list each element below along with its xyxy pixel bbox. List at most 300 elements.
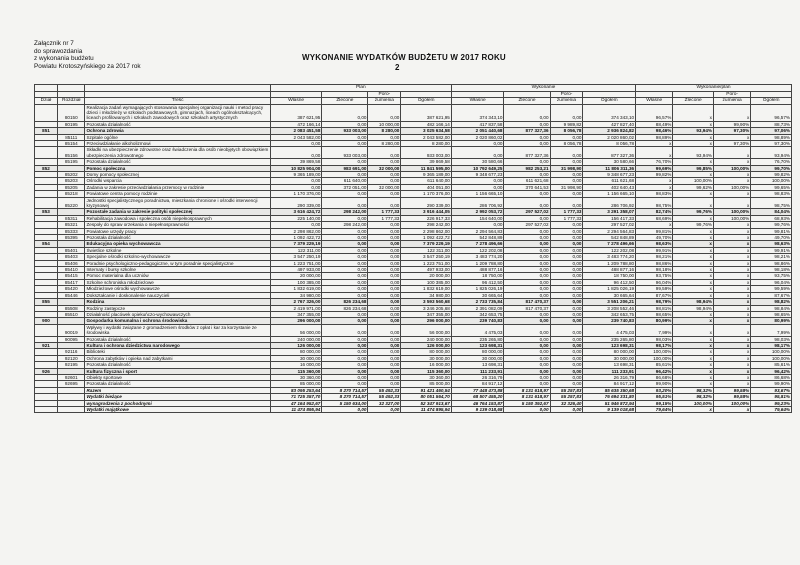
cell-plan-wlasne: 30 000,00 [270, 355, 322, 361]
cell-plan-ogolem: 7 379 229,19 [401, 241, 452, 247]
cell-wyk-zlecone: 0,00 [504, 407, 550, 413]
cell-wp-zlecone: x [673, 228, 714, 234]
cell-wyk-zlecone: 982 253,21 [504, 165, 550, 171]
attachment-line-2: do sprawozdania [34, 47, 83, 55]
cell-plan-porozumienia: 55 492,33 [368, 394, 401, 400]
cell-plan-porozumienia: 1 777,33 [368, 209, 401, 215]
cell-wyk-zlecone: 0,00 [504, 267, 550, 273]
cell-tresc: Ochrona zdrowia [85, 128, 270, 134]
cell-wp-zlecone: x [673, 286, 714, 292]
cell-plan-wlasne: 1 832 619,00 [270, 286, 322, 292]
cell-wp-zlecone: x [673, 171, 714, 177]
header-wykonanie-plan: Wykonanie/plan [636, 85, 792, 92]
cell-plan-porozumienia: 0,00 [368, 228, 401, 234]
cell-wyk-ogolem: 3 551 206,21 [583, 299, 636, 305]
cell-wp-zlecone: x [673, 254, 714, 260]
cell-plan-porozumienia: 0,00 [368, 279, 401, 285]
table-header [35, 85, 792, 105]
cell-wyk-wlasne: 9 348 677,23 [451, 171, 504, 177]
cell-plan-ogolem: 11 841 595,00 [401, 165, 452, 171]
cell-plan-wlasne: 115 360,00 [270, 368, 322, 374]
cell-rozdzial: 85218 [58, 191, 85, 197]
expenditure-table-wrapper [34, 84, 792, 413]
cell-wp-ogolem: 98,18% [751, 267, 792, 273]
cell-tresc: Kultura fizyczna i sport [85, 368, 270, 374]
cell-wyk-porozumienia: 55 257,83 [550, 387, 583, 393]
cell-tresc: Poradnie psychologiczno-pedagogiczne, w tym poradnie specjalistyczne [85, 260, 270, 266]
cell-dzial: 851 [35, 128, 58, 134]
cell-wyk-wlasne: 84 917,12 [451, 381, 504, 387]
cell-plan-ogolem: 20 000,00 [401, 273, 452, 279]
cell-wp-ogolem: 99,91% [751, 247, 792, 253]
cell-wyk-wlasne: 10 792 649,25 [451, 165, 504, 171]
cell-wp-ogolem: 98,63% [751, 241, 792, 247]
cell-wp-porozumienia: x [713, 222, 750, 228]
cell-tresc: Rodzina [85, 299, 270, 305]
cell-rozdzial: 90095 [58, 336, 85, 342]
cell-wp-porozumienia: x [713, 349, 750, 355]
page-number: 2 [395, 63, 400, 72]
cell-plan-wlasne: 225 140,00 [270, 215, 322, 221]
cell-plan-zlecone: 0,00 [322, 362, 368, 368]
cell-wp-zlecone: x [673, 191, 714, 197]
cell-wp-zlecone: x [673, 279, 714, 285]
cell-wyk-porozumienia: 0,00 [550, 362, 583, 368]
cell-wyk-wlasne: 30 580,66 [451, 159, 504, 165]
cell-plan-zlecone: 0,00 [322, 159, 368, 165]
cell-wyk-ogolem: 2 020 860,02 [583, 134, 636, 140]
cell-wyk-ogolem: 488 877,16 [583, 267, 636, 273]
cell-plan-zlecone: 0,00 [322, 254, 368, 260]
cell-wyk-ogolem: 2 294 564,83 [583, 228, 636, 234]
header-wyk-porozumienia: zumienia [550, 98, 583, 105]
cell-rozdzial: 85220 [58, 197, 85, 209]
cell-wp-porozumienia: 100,00% [713, 209, 750, 215]
cell-plan-ogolem: 1 170 376,00 [401, 191, 452, 197]
cell-plan-zlecone: 0,00 [322, 104, 368, 121]
cell-wyk-ogolem: 96 412,50 [583, 279, 636, 285]
table-row [35, 104, 792, 121]
cell-wp-ogolem: 49,70% [751, 235, 792, 241]
cell-dzial [35, 147, 58, 159]
cell-plan-wlasne: 2 767 326,00 [270, 299, 322, 305]
cell-plan-ogolem: 100 385,00 [401, 279, 452, 285]
cell-dzial: 855 [35, 299, 58, 305]
cell-wyk-wlasne: 342 653,75 [451, 311, 504, 317]
cell-plan-porozumienia: 0,00 [368, 286, 401, 292]
cell-wp-zlecone: x [673, 267, 714, 273]
cell-plan-zlecone: 0,00 [322, 247, 368, 253]
cell-wp-ogolem: 68,93% [751, 215, 792, 221]
cell-tresc: Realizacja zadań wymagających stosowania specjalnej organizacji nauki i metod pracy dzieci i młodzieży w szkołach podstawowych, gimnazjach, liceach ogólnokształcących, liceach profilowanych i szkołach zawodowych oraz szkołach artystycznych [85, 104, 270, 121]
cell-plan-wlasne: 296 000,00 [270, 318, 322, 324]
cell-wp-porozumienia: x [713, 260, 750, 266]
cell-rozdzial: 85420 [58, 286, 85, 292]
cell-wyk-ogolem: 235 265,80 [583, 336, 636, 342]
cell-plan-porozumienia: 0,00 [368, 381, 401, 387]
cell-wyk-zlecone: 0,00 [504, 381, 550, 387]
cell-wyk-wlasne: 154 640,00 [451, 215, 504, 221]
cell-wp-ogolem: 93,75% [751, 273, 792, 279]
cell-wyk-wlasne: 417 837,58 [451, 121, 504, 127]
cell-tresc: Pomoc społeczna [85, 165, 270, 171]
cell-wp-ogolem: 99,76% [751, 222, 792, 228]
cell-wp-wlasne: 98,63% [636, 241, 673, 247]
cell-wyk-porozumienia: 8 056,78 [550, 140, 583, 146]
cell-wyk-zlecone: 0,00 [504, 104, 550, 121]
cell-wp-porozumienia: x [713, 305, 750, 311]
cell-wp-ogolem: 99,65% [751, 184, 792, 190]
cell-plan-zlecone: 0,00 [322, 140, 368, 146]
cell-tresc: Świetlice szkolne [85, 247, 270, 253]
cell-wp-wlasne: 99,91% [636, 247, 673, 253]
cell-wp-porozumienia: 100,00% [713, 165, 750, 171]
cell-dzial: 926 [35, 368, 58, 374]
cell-wyk-ogolem: 4 475,03 [583, 324, 636, 336]
cell-wp-ogolem: 99,59% [751, 286, 792, 292]
cell-plan-wlasne: 34 980,00 [270, 292, 322, 298]
cell-plan-zlecone: 0,00 [322, 279, 368, 285]
cell-rozdzial: 85156 [58, 147, 85, 159]
cell-tresc: Obiekty sportowe [85, 374, 270, 380]
cell-plan-ogolem: 91 421 460,54 [401, 387, 452, 393]
cell-wyk-zlecone: 0,00 [504, 324, 550, 336]
cell-wp-zlecone: 99,85% [673, 165, 714, 171]
cell-wp-porozumienia: 99,90% [713, 121, 750, 127]
cell-wyk-wlasne: 2 733 735,84 [451, 299, 504, 305]
cell-wp-wlasne: 99,69% [636, 165, 673, 171]
cell-wyk-porozumienia: 31 998,90 [550, 184, 583, 190]
expenditure-table [34, 84, 792, 413]
cell-wp-zlecone: 98,94% [673, 305, 714, 311]
cell-plan-ogolem: 290 339,00 [401, 197, 452, 209]
cell-tresc: Pozostała działalność [85, 362, 270, 368]
cell-wp-ogolem: 87,67% [751, 292, 792, 298]
cell-wp-porozumienia: x [713, 134, 750, 140]
cell-wp-zlecone: x [673, 342, 714, 348]
cell-wyk-zlecone: 0,00 [504, 318, 550, 324]
cell-wyk-wlasne: 2 391 082,09 [451, 305, 504, 311]
cell-wyk-zlecone: 0,00 [504, 286, 550, 292]
cell-rozdzial: 85311 [58, 215, 85, 221]
cell-rozdzial: 85203 [58, 178, 85, 184]
cell-wp-zlecone: x [673, 235, 714, 241]
cell-tresc: Powiatowe urzędy pracy [85, 228, 270, 234]
cell-plan-zlecone: 0,00 [322, 368, 368, 374]
cell-tresc: Jednostki specjalistycznego poradnictwa, mieszkania chronione i ośrodki interwencji kryzysowej [85, 197, 270, 209]
cell-wp-wlasne: 99,81% [636, 228, 673, 234]
cell-wyk-porozumienia: 1 777,33 [550, 209, 583, 215]
cell-wyk-porozumienia: 0,00 [550, 241, 583, 247]
cell-plan-ogolem: 1 092 422,72 [401, 235, 452, 241]
cell-wp-zlecone: 99,76% [673, 222, 714, 228]
cell-wyk-porozumienia: 0,00 [550, 273, 583, 279]
cell-rozdzial: 85417 [58, 279, 85, 285]
cell-tresc: Gospodarka komunalna i ochrona środowiska [85, 318, 270, 324]
cell-wyk-ogolem: 286 706,92 [583, 197, 636, 209]
cell-plan-wlasne: 472 166,14 [270, 121, 322, 127]
cell-plan-zlecone: 983 691,00 [322, 165, 368, 171]
cell-wp-zlecone: x [673, 273, 714, 279]
cell-plan-porozumienia: 0,00 [368, 355, 401, 361]
table-row [35, 147, 792, 159]
cell-wyk-ogolem: 76 694 331,80 [583, 394, 636, 400]
cell-plan-ogolem: 347 355,00 [401, 311, 452, 317]
cell-wp-wlasne: 7,99% [636, 324, 673, 336]
cell-plan-wlasne: 0,00 [270, 178, 322, 184]
cell-plan-porozumienia: 0,00 [368, 159, 401, 165]
cell-plan-ogolem: 80 000,00 [401, 349, 452, 355]
cell-wyk-zlecone: 0,00 [504, 241, 550, 247]
cell-wyk-zlecone: 0,00 [504, 311, 550, 317]
cell-wyk-ogolem: 3 291 358,07 [583, 209, 636, 215]
cell-plan-ogolem: 52 347 913,67 [401, 400, 452, 406]
cell-plan-porozumienia: 32 000,00 [368, 165, 401, 171]
cell-wyk-porozumienia: 0,00 [550, 178, 583, 184]
cell-wp-wlasne: 98,81% [636, 305, 673, 311]
cell-wp-wlasne: x [636, 140, 673, 146]
cell-wyk-porozumienia: 8 056,78 [550, 128, 583, 134]
cell-wyk-porozumienia: 0,00 [550, 197, 583, 209]
cell-wp-porozumienia: x [713, 279, 750, 285]
cell-wp-zlecone: x [673, 311, 714, 317]
cell-plan-ogolem: 1 223 751,00 [401, 260, 452, 266]
cell-wp-wlasne: 88,49% [636, 121, 673, 127]
cell-wp-zlecone: x [673, 336, 714, 342]
cell-wyk-wlasne: 77 448 473,88 [451, 387, 504, 393]
cell-tresc: Przeciwdziałanie alkoholizmowi [85, 140, 270, 146]
cell-wyk-porozumienia: 0,00 [550, 299, 583, 305]
cell-plan-zlecone: 0,00 [322, 342, 368, 348]
cell-wyk-zlecone: 8 131 618,97 [504, 394, 550, 400]
cell-wp-porozumienia: x [713, 381, 750, 387]
cell-wyk-wlasne: 542 848,89 [451, 235, 504, 241]
cell-plan-porozumienia: 0,00 [368, 305, 401, 311]
cell-wp-wlasne: 76,70% [636, 159, 673, 165]
cell-wp-porozumienia: x [713, 299, 750, 305]
cell-wyk-zlecone: 370 641,53 [504, 184, 550, 190]
cell-plan-wlasne: 20 000,00 [270, 273, 322, 279]
cell-wyk-zlecone: 0,00 [504, 260, 550, 266]
cell-rozdzial: 80150 [58, 104, 85, 121]
cell-plan-porozumienia: 0,00 [368, 104, 401, 121]
cell-plan-zlecone: 5 150 634,00 [322, 400, 368, 406]
cell-wp-porozumienia: x [713, 336, 750, 342]
attachment-line-3: z wykonania budżetu [34, 55, 94, 63]
cell-rozdzial: 85395 [58, 235, 85, 241]
cell-wp-porozumienia: x [713, 273, 750, 279]
cell-plan-ogolem: 8 280,00 [401, 140, 452, 146]
cell-plan-ogolem: 2 298 862,00 [401, 228, 452, 234]
cell-wyk-wlasne: 2 051 440,68 [451, 128, 504, 134]
cell-plan-zlecone: 0,00 [322, 171, 368, 177]
cell-tresc: Szpitale ogólne [85, 134, 270, 140]
cell-plan-zlecone: 372 051,00 [322, 184, 368, 190]
cell-plan-porozumienia: 0,00 [368, 407, 401, 413]
cell-wp-ogolem: 95,81% [751, 394, 792, 400]
cell-plan-zlecone: 0,00 [322, 407, 368, 413]
cell-wyk-ogolem: 402 640,43 [583, 184, 636, 190]
header-plan-porozumienia: zumienia [368, 98, 401, 105]
cell-plan-ogolem: 482 166,14 [401, 121, 452, 127]
cell-plan-wlasne: 10 825 904,00 [270, 165, 322, 171]
cell-wp-wlasne: 82,74% [636, 209, 673, 215]
cell-plan-porozumienia: 0,00 [368, 235, 401, 241]
cell-wp-porozumienia: x [713, 362, 750, 368]
cell-wyk-porozumienia: 0,00 [550, 286, 583, 292]
cell-wyk-porozumienia: 31 998,90 [550, 165, 583, 171]
cell-wp-porozumienia: x [713, 228, 750, 234]
cell-wyk-wlasne: 1 825 026,19 [451, 286, 504, 292]
cell-tresc: Młodzieżowe ośrodki wychowawcze [85, 286, 270, 292]
cell-wp-wlasne: 87,67% [636, 292, 673, 298]
cell-plan-ogolem: 3 916 444,05 [401, 209, 452, 215]
cell-wyk-zlecone: 0,00 [504, 254, 550, 260]
cell-plan-zlecone: 298 242,00 [322, 222, 368, 228]
cell-wp-zlecone: x [673, 355, 714, 361]
cell-wp-porozumienia: x [713, 241, 750, 247]
cell-plan-zlecone: 933 003,00 [322, 128, 368, 134]
cell-plan-wlasne: 30 360,00 [270, 374, 322, 380]
cell-plan-wlasne: 1 170 376,00 [270, 191, 322, 197]
cell-tresc: Pozostała działalność [85, 235, 270, 241]
cell-plan-zlecone: 0,00 [322, 374, 368, 380]
cell-wyk-zlecone: 0,00 [504, 171, 550, 177]
cell-wp-wlasne: 99,82% [636, 171, 673, 177]
cell-plan-porozumienia: 55 492,33 [368, 387, 401, 393]
cell-plan-wlasne: 1 223 751,00 [270, 260, 322, 266]
cell-wp-porozumienia: 100,00% [713, 400, 750, 406]
cell-rozdzial: 92695 [58, 381, 85, 387]
cell-wp-zlecone: x [673, 159, 714, 165]
cell-wyk-wlasne: 122 202,08 [451, 247, 504, 253]
cell-wp-wlasne: 98,75% [636, 197, 673, 209]
cell-tresc: Szkolne schroniska młodzieżowe [85, 279, 270, 285]
cell-plan-wlasne: 387 621,95 [270, 104, 322, 121]
cell-plan-wlasne: 56 000,00 [270, 324, 322, 336]
cell-wp-ogolem: 96,42% [751, 368, 792, 374]
cell-plan-zlecone: 298 242,00 [322, 209, 368, 215]
cell-wyk-wlasne: 0,00 [451, 147, 504, 159]
cell-tresc: Dokształcanie i doskonalenie nauczycieli [85, 292, 270, 298]
cell-wyk-porozumienia: 0,00 [550, 305, 583, 311]
cell-wp-zlecone: x [673, 292, 714, 298]
cell-wyk-porozumienia: 0,00 [550, 104, 583, 121]
cell-wp-wlasne: 98,21% [636, 254, 673, 260]
cell-tresc: Wpływy i wydatki związane z gromadzeniem środków z opłat i kar za korzystanie ze środowiska [85, 324, 270, 336]
cell-tresc: Domy pomocy społecznej [85, 171, 270, 177]
cell-plan-ogolem: 497 933,00 [401, 267, 452, 273]
cell-wp-porozumienia: x [713, 368, 750, 374]
cell-wyk-zlecone: 0,00 [504, 191, 550, 197]
cell-plan-porozumienia: 0,00 [368, 318, 401, 324]
cell-rozdzial: 92601 [58, 374, 85, 380]
cell-wp-porozumienia: x [713, 292, 750, 298]
cell-plan-wlasne: 2 419 971,00 [270, 305, 322, 311]
cell-plan-ogolem: 240 000,00 [401, 336, 452, 342]
header-wykonanie: Wykonanie [451, 85, 635, 92]
cell-wp-wlasne: 96,57% [636, 104, 673, 121]
cell-plan-ogolem: 30 360,00 [401, 374, 452, 380]
cell-wp-zlecone: 93,94% [673, 128, 714, 134]
cell-plan-ogolem: 85 000,00 [401, 381, 452, 387]
cell-wyk-zlecone: 5 150 392,67 [504, 400, 550, 406]
cell-wp-ogolem: 99,82% [751, 171, 792, 177]
cell-wp-wlasne: 100,00% [636, 355, 673, 361]
cell-wyk-wlasne: 286 706,92 [451, 197, 504, 209]
cell-plan-wlasne: 240 000,00 [270, 336, 322, 342]
cell-wyk-wlasne: 30 665,64 [451, 292, 504, 298]
cell-plan-porozumienia: 0,00 [368, 349, 401, 355]
cell-wp-porozumienia: 99,58% [713, 394, 750, 400]
cell-wp-wlasne: 99,15% [636, 400, 673, 406]
cell-plan-wlasne: 83 095 253,64 [270, 387, 322, 393]
cell-tresc: Składki na ubezpieczenie zdrowotne oraz świadczenia dla osób nieobjętych obowiązkiem ubezpieczenia zdrowotnego [85, 147, 270, 159]
cell-wyk-wlasne: 1 209 788,80 [451, 260, 504, 266]
cell-plan-wlasne: 39 869,58 [270, 159, 322, 165]
cell-plan-porozumienia: 0,00 [368, 368, 401, 374]
cell-wp-wlasne: 98,65% [636, 311, 673, 317]
cell-wp-porozumienia: x [713, 407, 750, 413]
cell-wyk-zlecone: 817 470,37 [504, 299, 550, 305]
cell-wp-ogolem: 98,21% [751, 254, 792, 260]
cell-dzial: 921 [35, 342, 58, 348]
cell-wp-porozumienia: x [713, 374, 750, 380]
cell-plan-porozumienia: 0,00 [368, 191, 401, 197]
cell-plan-zlecone: 0,00 [322, 286, 368, 292]
cell-wp-porozumienia: 99,58% [713, 387, 750, 393]
cell-wp-ogolem: 99,70% [751, 165, 792, 171]
cell-wyk-zlecone: 877 327,36 [504, 128, 550, 134]
cell-wyk-wlasne: 0,00 [451, 184, 504, 190]
cell-wp-ogolem: 98,86% [751, 260, 792, 266]
cell-wp-wlasne: 86,68% [636, 374, 673, 380]
cell-plan-porozumienia: 0,00 [368, 374, 401, 380]
cell-plan-zlecone: 826 234,68 [322, 305, 368, 311]
cell-wyk-ogolem: 122 202,08 [583, 247, 636, 253]
cell-wyk-wlasne: 30 000,00 [451, 355, 504, 361]
cell-wp-ogolem: 97,06% [751, 128, 792, 134]
cell-wyk-porozumienia: 0,00 [550, 134, 583, 140]
cell-wyk-ogolem: 30 665,64 [583, 292, 636, 298]
cell-plan-zlecone: 0,00 [322, 318, 368, 324]
cell-wp-wlasne: 93,75% [636, 273, 673, 279]
cell-wyk-ogolem: 342 653,75 [583, 311, 636, 317]
cell-plan-porozumienia: 0,00 [368, 342, 401, 348]
cell-wyk-porozumienia: 0,00 [550, 292, 583, 298]
cell-wyk-porozumienia: 0,00 [550, 355, 583, 361]
cell-wp-wlasne: 93,20% [636, 387, 673, 393]
cell-wyk-wlasne: 488 877,16 [451, 267, 504, 273]
cell-plan-wlasne: 3 616 424,72 [270, 209, 322, 215]
cell-tresc: Pozostała działalność [85, 159, 270, 165]
cell-plan-zlecone: 0,00 [322, 273, 368, 279]
cell-wyk-zlecone: 297 527,02 [504, 209, 550, 215]
cell-tresc: Zadania w zakresie przeciwdziałania przemocy w rodzinie [85, 184, 270, 190]
header-wp-poro: Poro- [713, 91, 750, 98]
cell-wyk-ogolem: 1 209 788,80 [583, 260, 636, 266]
cell-wyk-wlasne: 2 992 053,72 [451, 209, 504, 215]
cell-wyk-zlecone: 0,00 [504, 292, 550, 298]
cell-wp-zlecone: 99,62% [673, 184, 714, 190]
header-plan-wlasne: Własne [270, 98, 322, 105]
cell-wyk-zlecone: 0,00 [504, 336, 550, 342]
cell-wp-wlasne: x [636, 184, 673, 190]
cell-rozdzial: 90019 [58, 324, 85, 336]
cell-wp-wlasne: 100,00% [636, 349, 673, 355]
cell-wp-porozumienia: x [713, 355, 750, 361]
cell-rozdzial: 85205 [58, 184, 85, 190]
